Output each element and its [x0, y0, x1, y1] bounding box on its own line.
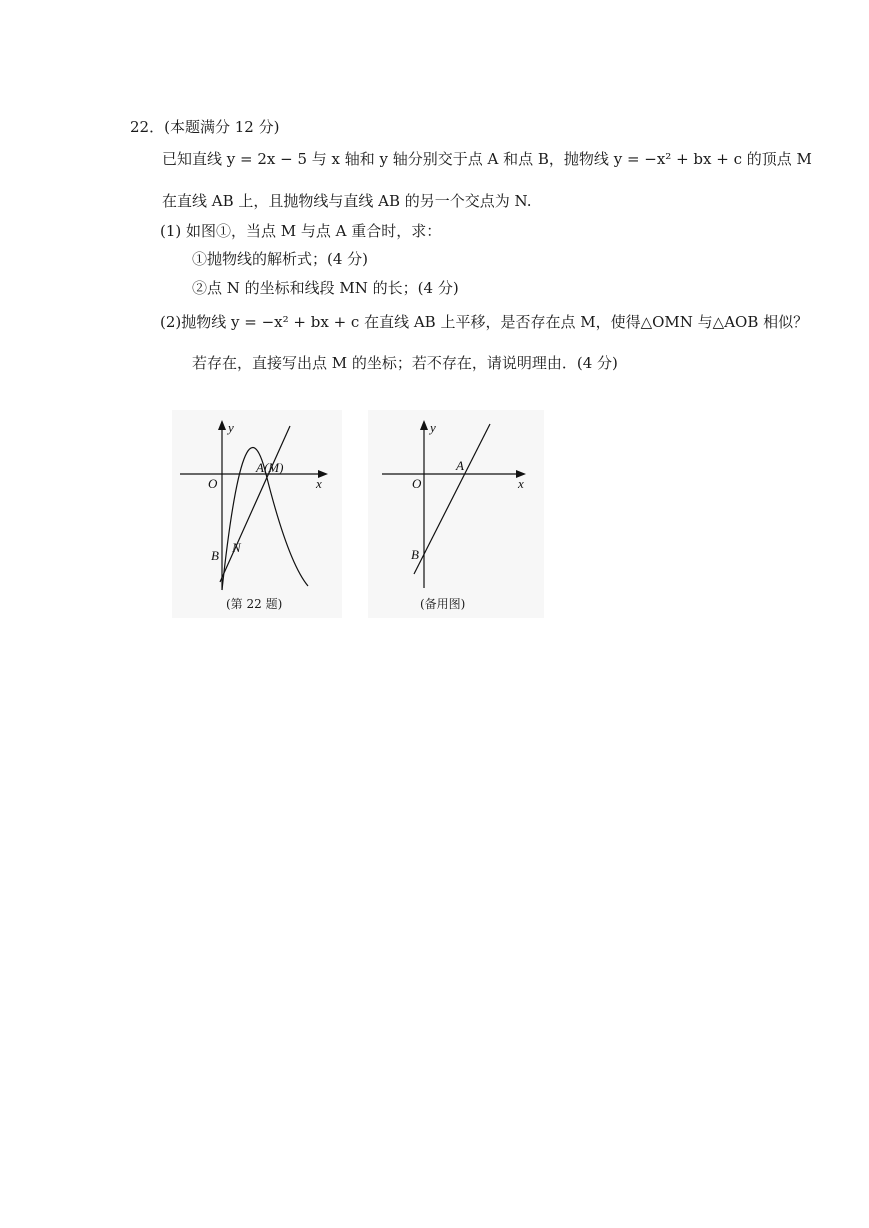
y-axis-arrow-icon	[218, 420, 226, 430]
figure-spare	[368, 410, 544, 618]
part1-subquestion-a: ①抛物线的解析式；(4 分)	[192, 250, 369, 268]
problem-header: 22．(本题满分 12 分)	[130, 118, 280, 136]
figure-22-caption: (第 22 题)	[226, 597, 283, 611]
y-axis-label: y	[228, 420, 234, 435]
problem-stem-line2: 在直线 AB 上，且抛物线与直线 AB 的另一个交点为 N.	[162, 192, 532, 210]
part2-question: (2)抛物线 y = −x² + bx + c 在直线 AB 上平移，是否存在点 M，使得△OMN 与△AOB 相似？	[160, 313, 809, 331]
figure-22	[172, 410, 342, 618]
x-axis-label: x	[518, 476, 524, 491]
origin-label: O	[208, 476, 218, 491]
figure-spare-diagram	[368, 410, 544, 618]
point-n-label: N	[232, 540, 241, 555]
x-axis-label: x	[316, 476, 322, 491]
point-a-label: A	[456, 458, 464, 473]
point-a-m-label: A(M)	[256, 460, 284, 475]
figure-spare-caption: (备用图)	[420, 597, 466, 611]
y-axis-arrow-icon	[420, 420, 428, 430]
point-b-label: B	[211, 548, 219, 563]
point-b-label: B	[411, 547, 419, 562]
figure-22-diagram	[172, 410, 342, 618]
problem-stem-line1: 已知直线 y = 2x − 5 与 x 轴和 y 轴分别交于点 A 和点 B，抛物线 y = −x² + bx + c 的顶点 M	[162, 150, 812, 168]
part1-subquestion-b: ②点 N 的坐标和线段 MN 的长；(4 分)	[192, 279, 459, 297]
y-axis-label: y	[430, 420, 436, 435]
part1-question: (1) 如图①，当点 M 与点 A 重合时，求：	[160, 222, 442, 240]
part2-continuation: 若存在，直接写出点 M 的坐标；若不存在，请说明理由．(4 分)	[192, 354, 618, 372]
origin-label: O	[412, 476, 422, 491]
